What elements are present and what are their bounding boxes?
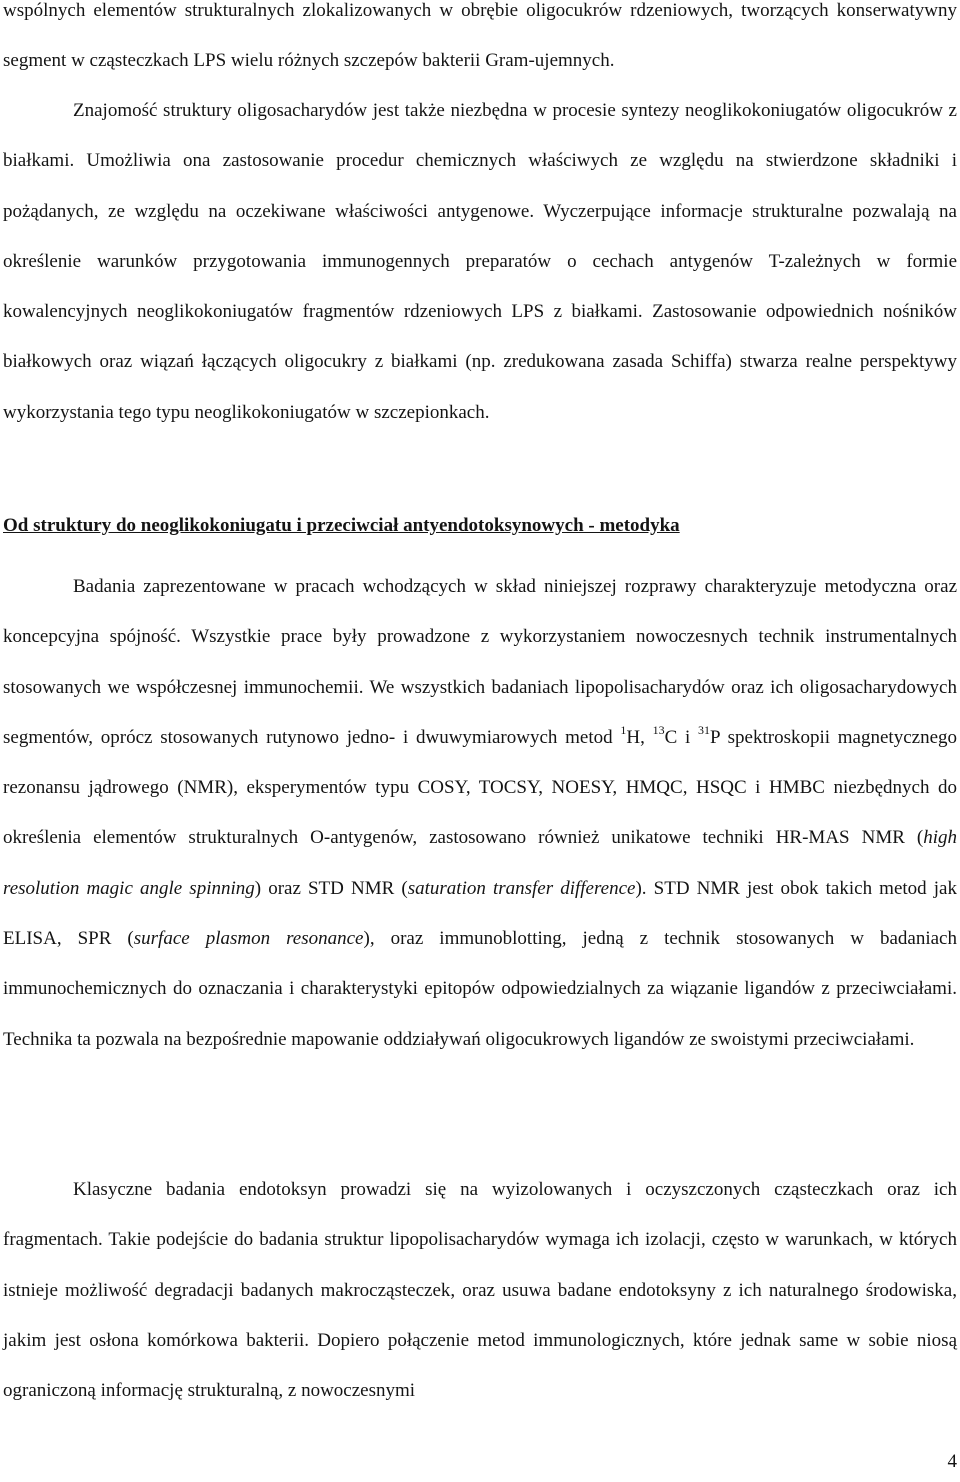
italic-term: surface plasmon resonance: [133, 928, 364, 950]
text-span: Badania zaprezentowane w pracach wchodzących w skład niniejszej rozprawy charakteryzuje metodyczna oraz koncepcyjna spójność. Wszystkie prace były prowadzone z wykorzystaniem nowoczesnych technik instrumentalnych stosowanych we współczesnej immunochemii. We wszystkich badaniach lipopolisacharydów oraz ich oligosacharydowych segmentów, oprócz stosowanych rutynowo jedno- i dwuwymiarowych metod: [3, 576, 957, 748]
superscript-isotope-31p: 31: [698, 722, 711, 737]
section-heading: Od struktury do neoglikokoniugatu i przeciwciał antyendotoksynowych - metodyka: [3, 515, 680, 536]
text-span: ), oraz immunoblotting, jedną z technik stosowanych w badaniach immunochemicznych do oznaczania i charakterystyki epitopów odpowiedzialnych za wiązanie ligandów z przeciwciałami. Technika ta pozwala na bezpośrednie mapowanie oddziaływań oligocukrowych ligandów ze swoistymi przeciwciałami.: [3, 928, 957, 1050]
text-span: ). STD NMR jest obok takich metod jak ELISA, SPR (: [3, 877, 957, 950]
italic-term: high resolution magic angle spinning: [3, 827, 957, 899]
page-number: 4: [947, 1451, 957, 1472]
paragraph-neoglycoconjugates: Znajomość struktury oligosacharydów jest także niezbędna w procesie syntezy neoglikokoniugatów oligocukrów z białkami. Umożliwia ona zastosowanie procedur chemicznych właściwych ze względu na stwierdzone składniki i pożądanych, ze względu na oczekiwane właściwości antygenowe. Wyczerpujące informacje strukturalne pozwalają na określenie warunków przygotowania immunogennych preparatów o cechach antygenów T-zależnych w formie kowalencyjnych neoglikokoniugatów fragmentów rdzeniowych LPS z białkami. Zastosowanie odpowiednich nośników białkowych oraz wiązań łączących oligocukry z białkami (np. zredukowana zasada Schiffa) stwarza realne perspektywy wykorzystania tego typu neoglikokoniugatów w szczepionkach.: [3, 100, 957, 423]
text-span: H,: [626, 726, 653, 748]
paragraph-continuation: wspólnych elementów strukturalnych zlokalizowanych w obrębie oligocukrów rdzeniowych, tworzących konserwatywny segment w cząsteczkach LPS wielu różnych szczepów bakterii Gram-ujemnych.: [3, 0, 957, 72]
text-span: P spektroskopii magnetycznego rezonansu jądrowego (NMR), eksperymentów typu COSY, TOCSY, NOESY, HMQC, HSQC i HMBC niezbędnych do określenia elementów strukturalnych O-antygenów, zastosowano również unikatowe techniki HR-MAS NMR (: [3, 726, 957, 849]
text-span: C i: [664, 726, 699, 748]
italic-term: saturation transfer difference: [407, 877, 636, 899]
paragraph-endotoxins: Klasyczne badania endotoksyn prowadzi się na wyizolowanych i oczyszczonych cząsteczkach oraz ich fragmentach. Takie podejście do badania struktur lipopolisacharydów wymaga ich izolacji, często w warunkach, w których istnieje możliwość degradacji badanych makrocząsteczek, oraz usuwa badane endotoksyny z ich naturalnego środowiska, jakim jest osłona komórkowa bakterii. Dopiero połączenie metod immunologicznych, które jednak same w sobie niosą ograniczoną informację strukturalną, z nowoczesnymi: [3, 1179, 957, 1402]
superscript-isotope-13c: 13: [652, 722, 665, 737]
paragraph-methodology: [3, 562, 957, 1065]
superscript-isotope-1h: 1: [620, 722, 627, 737]
text-span: ) oraz STD NMR (: [254, 877, 408, 899]
